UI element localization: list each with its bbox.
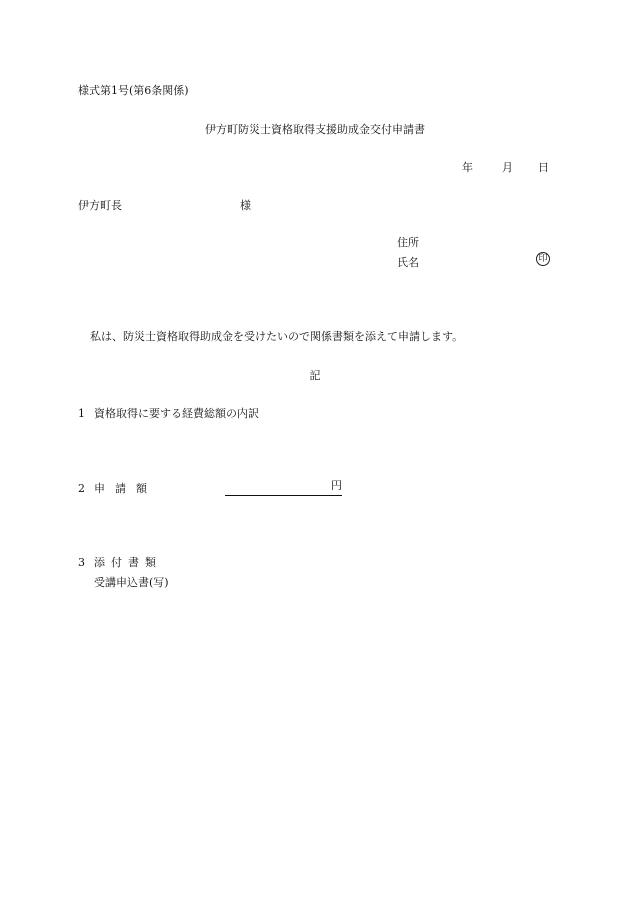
address-label: 住所 [397,236,419,249]
item2-number: 2 [78,482,85,495]
name-label: 氏名 [397,256,419,269]
attachment-item: 受講申込書(写) [94,576,169,589]
date-year-label: 年 [462,161,473,174]
document-title: 伊方町防災士資格取得支援助成金交付申請書 [205,123,425,136]
amount-field [225,481,342,496]
seal-icon: 印 [536,252,550,266]
ki-heading: 記 [309,369,321,382]
item3-label: 添付書類 [94,556,162,569]
amount-unit: 円 [331,479,342,492]
item-expense-breakdown [78,408,259,419]
item1-number: 1 [78,407,85,420]
item3-number: 3 [78,556,85,569]
date-month-label: 月 [502,161,513,174]
form-number: 様式第1号(第6条関係) [78,84,189,97]
item-application-amount [78,483,157,494]
date-day-label: 日 [538,161,549,174]
recipient-name: 伊方町長 [78,199,122,212]
item-attachments [78,557,162,568]
application-statement: 私は、防災士資格取得助成金を受けたいので関係書類を添えて申請します。 [90,330,464,343]
item1-label: 資格取得に要する経費総額の内訳 [94,407,259,420]
date-field [462,162,549,173]
recipient [78,200,251,211]
item2-label: 申請額 [94,482,157,495]
recipient-honorific: 様 [240,199,251,212]
